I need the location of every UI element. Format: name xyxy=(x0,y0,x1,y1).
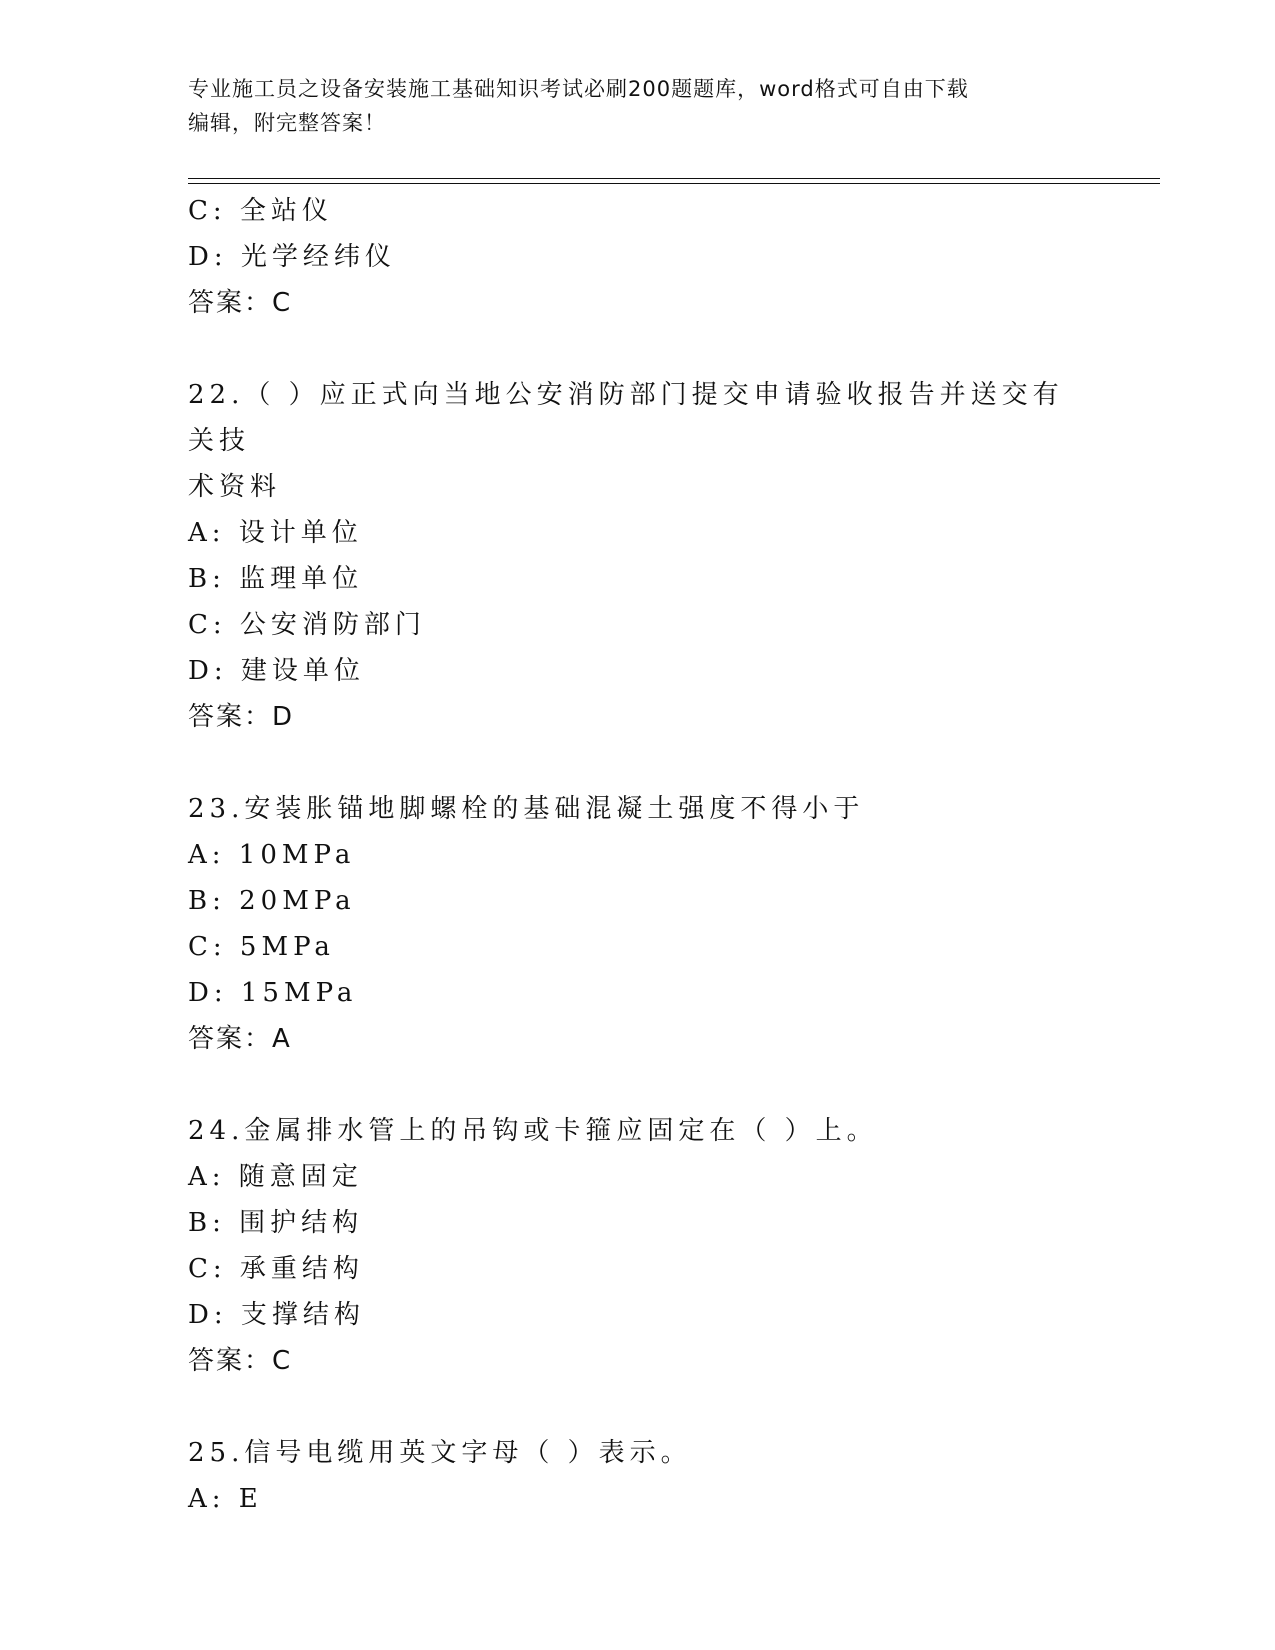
header-divider-top xyxy=(188,178,1160,179)
option-d: D: 15MPa xyxy=(188,978,358,1008)
answer-line: 答案：D xyxy=(188,702,295,732)
question-stem: 23.安装胀锚地脚螺栓的基础混凝土强度不得小于 xyxy=(188,794,865,824)
answer-line: 答案：C xyxy=(188,1346,293,1376)
option-d: D: 支撑结构 xyxy=(188,1300,365,1330)
spacer xyxy=(188,1062,1088,1108)
option-d: D: 光学经纬仪 xyxy=(188,242,396,272)
option-c: C: 承重结构 xyxy=(188,1254,364,1284)
answer-line: 答案：A xyxy=(188,1024,292,1054)
spacer xyxy=(188,1384,1088,1430)
header-divider-bottom xyxy=(188,183,1160,184)
spacer xyxy=(188,326,1088,372)
option-b: B: 监理单位 xyxy=(188,564,364,594)
question-24 xyxy=(188,1108,1088,1384)
option-a: A: E xyxy=(188,1484,263,1514)
question-stem-line-2: 术资料 xyxy=(188,472,282,502)
question-23 xyxy=(188,786,1088,1062)
option-a: A: 随意固定 xyxy=(188,1162,363,1192)
option-a: A: 设计单位 xyxy=(188,518,363,548)
question-25 xyxy=(188,1430,1088,1522)
option-c: C: 5MPa xyxy=(188,932,335,962)
option-d: D: 建设单位 xyxy=(188,656,365,686)
question-stem: 24.金属排水管上的吊钩或卡箍应固定在（ ）上。 xyxy=(188,1116,878,1146)
spacer xyxy=(188,740,1088,786)
option-a: A: 10MPa xyxy=(188,840,356,870)
question-21-continued xyxy=(188,188,1088,326)
header-line-2: 编辑，附完整答案！ xyxy=(188,111,386,135)
question-stem: 25.信号电缆用英文字母（ ）表示。 xyxy=(188,1438,692,1468)
option-b: B: 20MPa xyxy=(188,886,356,916)
question-22 xyxy=(188,372,1088,740)
option-c: C: 全站仪 xyxy=(188,196,333,226)
option-b: B: 围护结构 xyxy=(188,1208,364,1238)
header-line-1: 专业施工员之设备安装施工基础知识考试必刷200题题库，word格式可自由下载 xyxy=(188,77,969,101)
option-c: C: 公安消防部门 xyxy=(188,610,426,640)
document-header xyxy=(188,72,1088,140)
answer-line: 答案：C xyxy=(188,288,293,318)
question-stem-line-1: 22.（ ）应正式向当地公安消防部门提交申请验收报告并送交有关技 xyxy=(188,380,1064,456)
question-content xyxy=(188,188,1088,1522)
